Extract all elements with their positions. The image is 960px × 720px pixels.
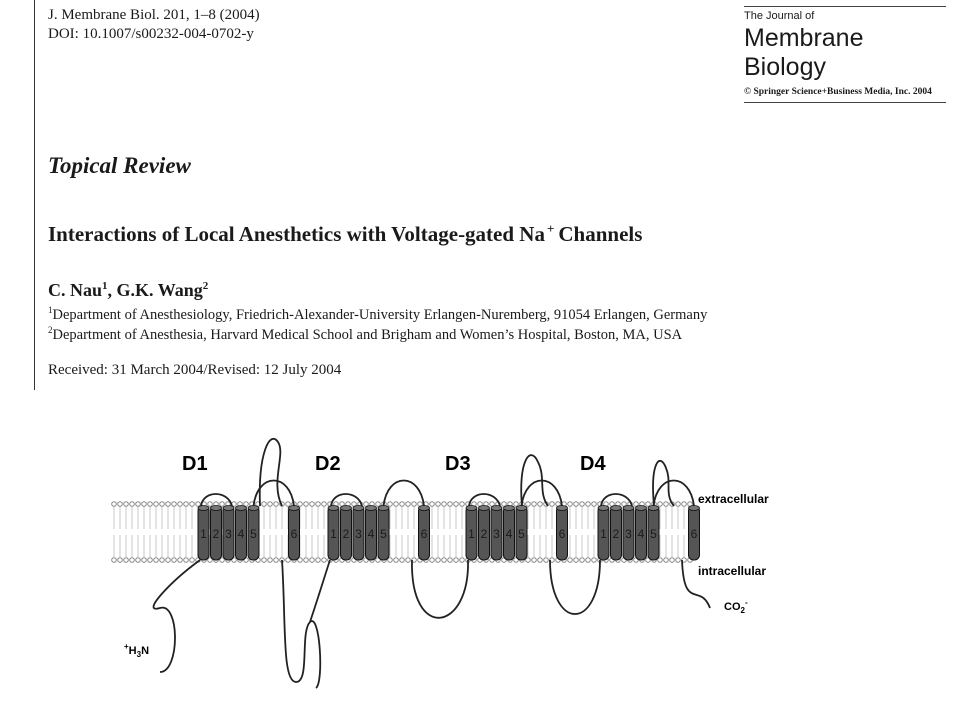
segment-number: 4 <box>505 527 513 541</box>
affiliation-mark: 1 <box>48 305 53 315</box>
lipid-head <box>304 502 309 507</box>
lipid-head <box>430 558 435 563</box>
lipid-head <box>460 558 465 563</box>
lipid-head <box>178 558 183 563</box>
lipid-head <box>262 502 267 507</box>
lipid-head <box>298 502 303 507</box>
helix-top <box>198 506 209 511</box>
lipid-head <box>178 502 183 507</box>
lipid-head <box>664 558 669 563</box>
helix-top <box>353 506 364 511</box>
lipid-head <box>568 502 573 507</box>
lipid-head <box>190 502 195 507</box>
lipid-head <box>388 502 393 507</box>
domain-label: D3 <box>445 453 471 475</box>
section-label: Topical Review <box>48 153 191 178</box>
lipid-head <box>118 558 123 563</box>
lipid-head <box>406 558 411 563</box>
lipid-head <box>580 502 585 507</box>
author-name: G.K. Wang <box>116 280 203 300</box>
lipid-head <box>136 502 141 507</box>
lipid-head <box>658 502 663 507</box>
lipid-head <box>124 502 129 507</box>
lipid-head <box>220 502 225 507</box>
lipid-head <box>112 502 117 507</box>
segment-number: 6 <box>290 527 298 541</box>
lipid-head <box>148 558 153 563</box>
helix-top <box>648 506 659 511</box>
segment-number: 3 <box>355 527 362 541</box>
left-margin-rule <box>34 0 35 390</box>
helix-top <box>623 506 634 511</box>
lipid-head <box>400 558 405 563</box>
helix-top <box>419 506 430 511</box>
transmembrane-segments <box>198 506 700 561</box>
affiliation-1 <box>48 305 707 324</box>
segment-number: 2 <box>612 527 620 541</box>
lipid-head <box>154 502 159 507</box>
title-main: Interactions of Local Anesthetics with Voltage-gated Na <box>48 222 545 246</box>
lipid-head <box>670 558 675 563</box>
lipid-head <box>664 502 669 507</box>
lipid-head <box>268 502 273 507</box>
lipid-head <box>526 502 531 507</box>
lipid-head <box>394 558 399 563</box>
segment-number: 6 <box>690 527 698 541</box>
lipid-head <box>310 502 315 507</box>
lipid-head <box>538 558 543 563</box>
lipid-head <box>676 502 681 507</box>
lipid-head <box>136 558 141 563</box>
helix-top <box>479 506 490 511</box>
segment-number: 5 <box>518 527 525 541</box>
lipid-head <box>130 502 135 507</box>
lipid-head <box>442 502 447 507</box>
lipid-head <box>550 502 555 507</box>
lipid-head <box>310 558 315 563</box>
lipid-head <box>448 502 453 507</box>
affiliation-mark: 2 <box>48 325 53 335</box>
lipid-head <box>532 502 537 507</box>
lipid-head <box>676 558 681 563</box>
segment-number: 1 <box>330 527 337 541</box>
sodium-channel-topology-figure <box>110 432 790 707</box>
lipid-head <box>580 558 585 563</box>
helix-top <box>236 506 247 511</box>
lipid-head <box>274 558 279 563</box>
journal-reference <box>48 6 260 44</box>
lipid-head <box>532 558 537 563</box>
lipid-head <box>112 558 117 563</box>
citation: J. Membrane Biol. 201, 1–8 (2004) <box>48 7 260 23</box>
lipid-head <box>184 502 189 507</box>
affiliation-text: Department of Anesthesia, Harvard Medical School and Brigham and Women’s Hospital, Boston, MA, USA <box>52 326 683 343</box>
segment-number: 6 <box>558 527 566 541</box>
domain-label: D1 <box>182 453 208 475</box>
lipid-head <box>538 502 543 507</box>
masthead-top-rule <box>744 6 946 7</box>
helix-top <box>341 506 352 511</box>
lipid-head <box>316 558 321 563</box>
helix-top <box>211 506 222 511</box>
lipid-head <box>592 558 597 563</box>
extracellular-label: extracellular <box>698 492 769 506</box>
segment-number: 1 <box>468 527 475 541</box>
lipid-head <box>190 558 195 563</box>
topology-diagram <box>110 432 790 702</box>
author-affiliation-mark: 2 <box>202 280 209 292</box>
segment-number: 5 <box>380 527 387 541</box>
helix-top <box>636 506 647 511</box>
connecting-loops <box>154 439 710 688</box>
doi[interactable]: DOI: 10.1007/s00232-004-0702-y <box>48 26 254 42</box>
segment-number: 2 <box>342 527 350 541</box>
helix-top <box>611 506 622 511</box>
segment-number: 3 <box>625 527 632 541</box>
lipid-head <box>430 502 435 507</box>
n-terminus-label: $^+H_3N$ <box>124 642 150 659</box>
intracellular-label: intracellular <box>698 564 767 578</box>
segment-number: 1 <box>200 527 207 541</box>
n-terminal-tail <box>154 560 200 672</box>
lipid-head <box>142 502 147 507</box>
lipid-head <box>406 502 411 507</box>
segment-number: 4 <box>637 527 645 541</box>
helix-top <box>689 506 700 511</box>
lipid-head <box>268 558 273 563</box>
author-name: C. Nau <box>48 280 103 300</box>
affiliation-text: Department of Anesthesiology, Friedrich-Alexander-University Erlangen-Nuremberg, 91054 Erlangen, Germany <box>52 306 708 323</box>
lipid-head <box>388 558 393 563</box>
copyright-notice: © Springer Science+Business Media, Inc. 2004 <box>744 87 932 97</box>
lipid-head <box>124 558 129 563</box>
lipid-head <box>454 558 459 563</box>
lipid-head <box>682 502 687 507</box>
helix-top <box>466 506 477 511</box>
segment-number: 2 <box>212 527 220 541</box>
lipid-head <box>304 558 309 563</box>
journal-masthead <box>744 6 946 103</box>
lipid-head <box>460 502 465 507</box>
helix-top <box>557 506 568 511</box>
segment-number: 3 <box>493 527 500 541</box>
helix-top <box>504 506 515 511</box>
lipid-head <box>208 502 213 507</box>
lipid-head <box>586 502 591 507</box>
article-title <box>48 222 642 247</box>
extracellular-turn <box>201 494 232 506</box>
lipid-head <box>274 502 279 507</box>
segment-number: 5 <box>250 527 257 541</box>
lipid-head <box>154 558 159 563</box>
lipid-head <box>658 558 663 563</box>
intracellular-linker <box>412 560 468 618</box>
lipid-head <box>400 502 405 507</box>
segment-number: 5 <box>650 527 657 541</box>
masthead-journal-name-line1: Membrane <box>744 24 864 52</box>
segment-number: 4 <box>237 527 245 541</box>
lipid-head <box>184 558 189 563</box>
segment-number: 2 <box>480 527 488 541</box>
helix-top <box>328 506 339 511</box>
lipid-head <box>130 558 135 563</box>
lipid-head <box>160 502 165 507</box>
lipid-head <box>592 502 597 507</box>
lipid-head <box>442 558 447 563</box>
title-superscript: + <box>546 221 555 236</box>
lipid-head <box>166 502 171 507</box>
domain-label: D2 <box>315 453 341 475</box>
intracellular-linker <box>550 560 600 614</box>
masthead-journal-name-line2: Biology <box>744 53 826 81</box>
lipid-head <box>526 558 531 563</box>
segment-number: 3 <box>225 527 232 541</box>
segment-number: 6 <box>420 527 428 541</box>
lipid-head <box>172 558 177 563</box>
helix-top <box>378 506 389 511</box>
domain-label: D4 <box>580 453 606 475</box>
segment-number: 4 <box>367 527 375 541</box>
masthead-the-journal-of: The Journal of <box>744 10 815 22</box>
helix-top <box>223 506 234 511</box>
lipid-head <box>586 558 591 563</box>
helix-top <box>516 506 527 511</box>
lipid-head <box>448 558 453 563</box>
affiliation-2 <box>48 325 682 344</box>
lipid-head <box>544 558 549 563</box>
helix-top <box>491 506 502 511</box>
author-list <box>48 280 208 301</box>
lipid-head <box>394 502 399 507</box>
segment-number: 1 <box>600 527 607 541</box>
title-end: Channels <box>558 222 643 246</box>
lipid-head <box>286 502 291 507</box>
helix-top <box>366 506 377 511</box>
lipid-head <box>172 502 177 507</box>
helix-top <box>248 506 259 511</box>
lipid-head <box>436 558 441 563</box>
lipid-head <box>322 558 327 563</box>
lipid-head <box>574 558 579 563</box>
lipid-head <box>412 502 417 507</box>
lipid-head <box>160 558 165 563</box>
author-separator: , <box>107 280 117 300</box>
lipid-head <box>568 558 573 563</box>
lipid-head <box>454 502 459 507</box>
lipid-head <box>574 502 579 507</box>
lipid-head <box>166 558 171 563</box>
author-affiliation-mark: 1 <box>102 280 108 292</box>
lipid-head <box>142 558 147 563</box>
received-dates: Received: 31 March 2004/Revised: 12 July 2004 <box>48 362 342 378</box>
intracellular-linker <box>282 560 330 688</box>
lipid-head <box>262 558 267 563</box>
lipid-head <box>436 502 441 507</box>
helix-top <box>598 506 609 511</box>
extracellular-loop <box>260 439 282 506</box>
helix-top <box>289 506 300 511</box>
lipid-head <box>322 502 327 507</box>
lipid-head <box>118 502 123 507</box>
masthead-bottom-rule <box>744 102 946 103</box>
lipid-head <box>316 502 321 507</box>
c-terminus-label: $CO_2^-$ <box>724 598 748 615</box>
lipid-head <box>148 502 153 507</box>
